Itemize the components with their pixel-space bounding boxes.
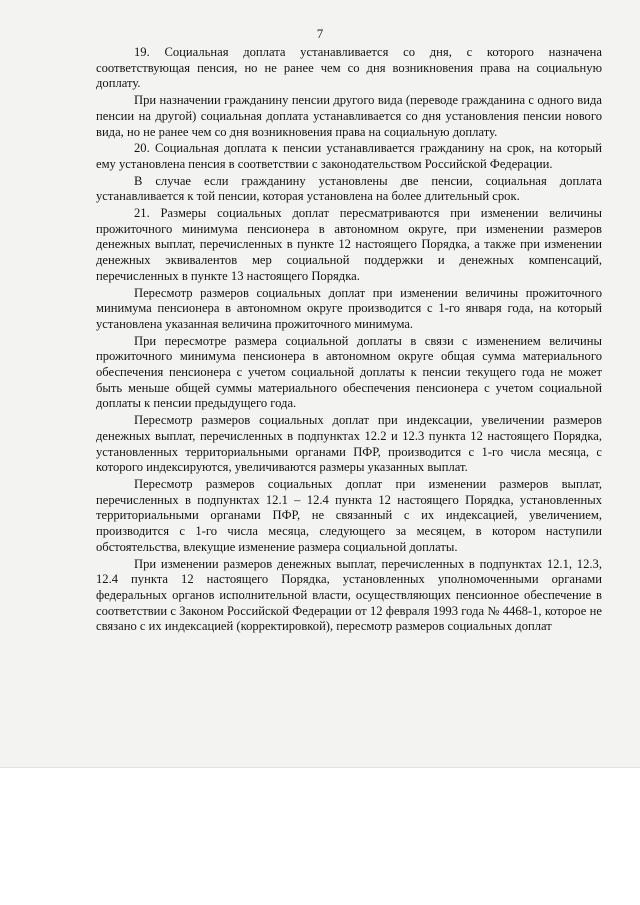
paragraph-total-support: При пересмотре размера социальной доплаты в связи с изменением величины прожиточного минимума пенсионера в автономном округе общая сумма материального обеспечения пенсионера с учетом социальной доплаты к пенсии текущего года не может быть меньше общей суммы материального обеспечения пенсионера с учетом социальной доплаты к пенсии предыдущего года. — [96, 333, 602, 411]
paragraph-20: 20. Социальная доплата к пенсии устанавливается гражданину на срок, на который ему установлена пенсия в соответствии с законодательством Российской Федерации. — [96, 141, 602, 171]
paragraph-two-pensions: В случае если гражданину установлены две пенсии, социальная доплата устанавливается к той пенсии, которая установлена на более длительный срок. — [96, 173, 602, 204]
paragraph-19: 19. Социальная доплата устанавливается со дня, с которого назначена соответствующая пенсия, но не ранее чем со дня возникновения права на социальную доплату. — [96, 45, 602, 91]
paragraph-subsistence-review: Пересмотр размеров социальных доплат при изменении величины прожиточного минимума пенсионера в автономном округе производится с 1-го января года, на который установлена указанная величина прожиточного минимума. — [96, 285, 602, 331]
paragraph-pension-type-change: При назначении гражданину пенсии другого вида (переводе гражданина с одного вида пенсии на другой) социальная доплата устанавливается со дня установления пенсии нового вида, но не ранее чем со дня возникновения права на социальную доплату. — [96, 93, 602, 139]
document-body — [96, 45, 602, 636]
paragraph-21: 21. Размеры социальных доплат пересматриваются при изменении величины прожиточного минимума пенсионера в автономном округе, при изменении размеров денежных выплат, перечисленных в пункте 12 настоящего Порядка, а также при изменении денежных эквивалентов мер социальной поддержки и денежных компенсаций, перечисленных в пункте 13 настоящего Порядка. — [96, 206, 602, 283]
page-number: 7 — [316, 26, 324, 41]
paragraph-federal-payments: При изменении размеров денежных выплат, перечисленных в подпунктах 12.1, 12.3, 12.4 пункта 12 настоящего Порядка, установленных уполномоченными органами федеральных органов исполнительной власти, осуществляющих пенсионное обеспечение в соответствии с Законом Российской Федерации от 12 февраля 1993 года № 4468-1, которое не связано с их индексацией (корректировкой), пересмотр размеров социальных доплат — [96, 556, 602, 634]
paragraph-indexation-review: Пересмотр размеров социальных доплат при индексации, увеличении размеров денежных выплат, перечисленных в подпунктах 12.2 и 12.3 пункта 12 настоящего Порядка, установленных территориальными органами ПФР, производится с 1-го числа месяца, с которого индексируются, увеличиваются размеры указанных выплат. — [96, 413, 602, 475]
paragraph-non-indexation-review: Пересмотр размеров социальных доплат при изменении размеров выплат, перечисленных в подпунктах 12.1 – 12.4 пункта 12 настоящего Порядка, установленных территориальными органами ПФР, не связанный с их индексацией, увеличением, производится с 1-го числа месяца, следующего за месяцем, в котором наступили обстоятельства, влекущие изменение размера социальной доплаты. — [96, 476, 602, 554]
